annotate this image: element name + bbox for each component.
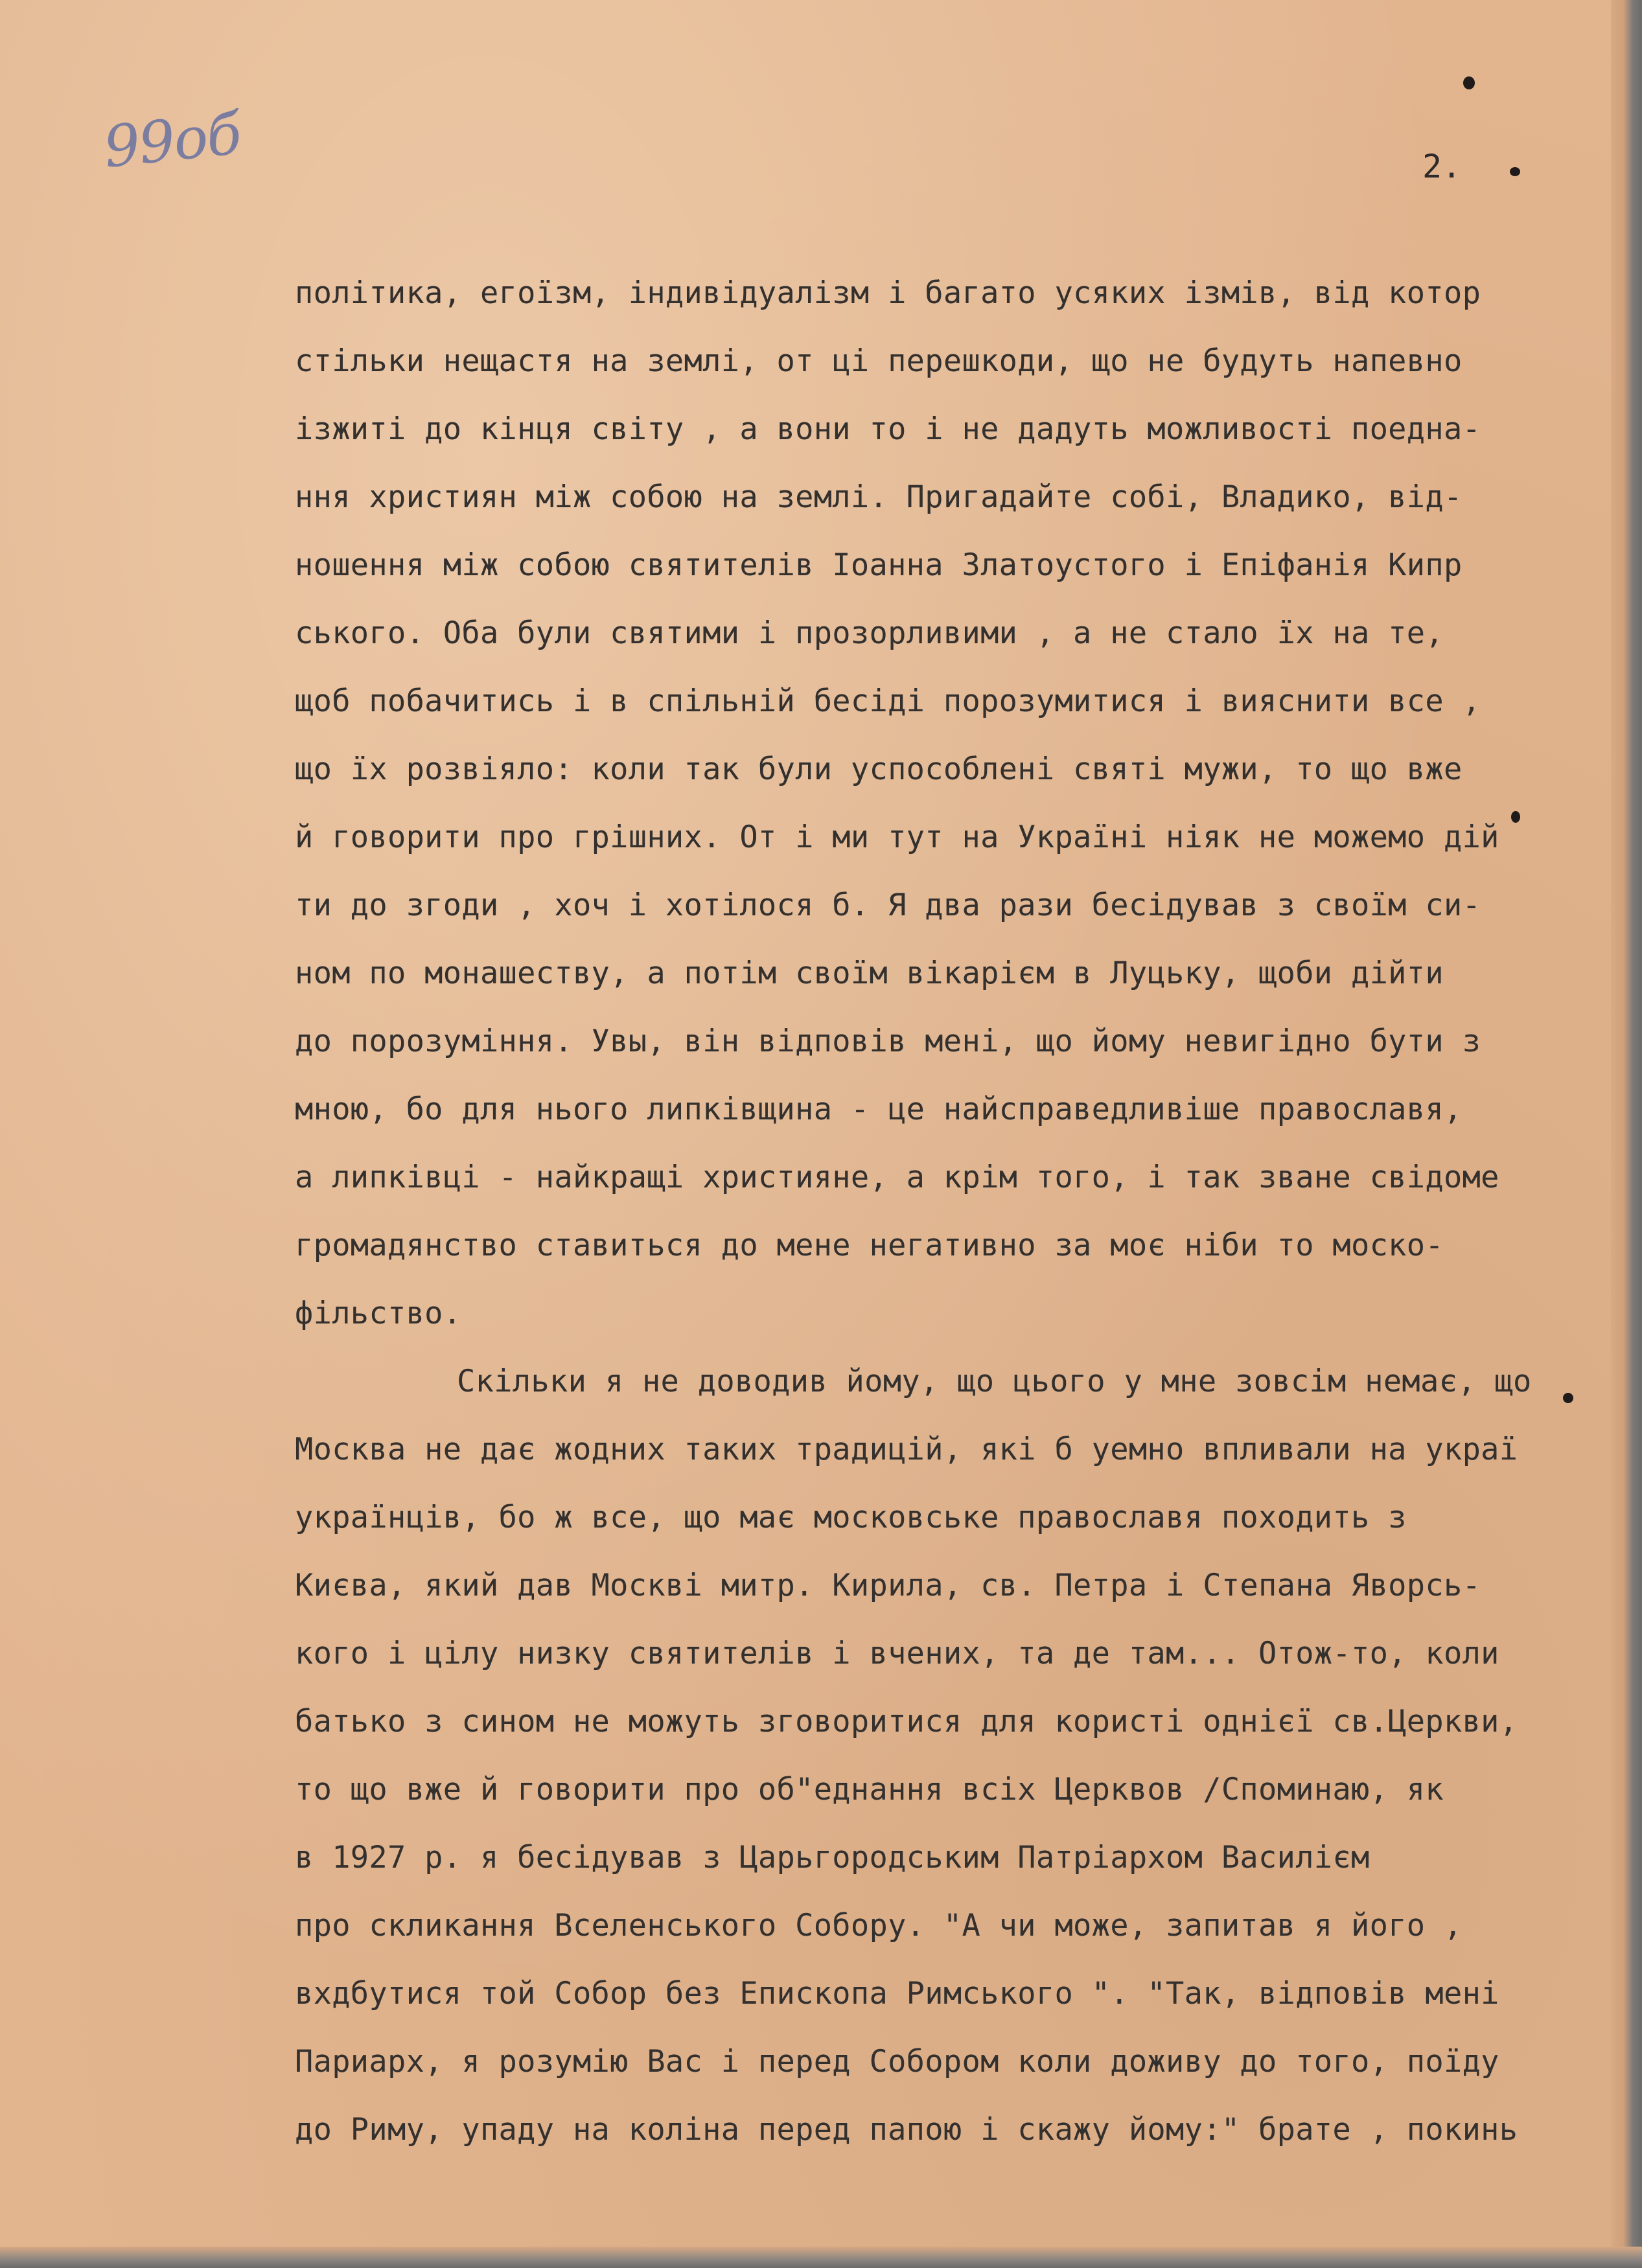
- text-line: громадянство ставиться до мене негативно за моє ніби то моско-: [295, 1228, 1444, 1263]
- text-line: ти до згоди , хоч і хотілося б. Я два рази бесідував з своїм си-: [295, 888, 1481, 923]
- ink-blot: [1463, 76, 1475, 89]
- text-line: вхдбутися той Собор без Епископа Римського ". "Так, відповів мені: [295, 1976, 1499, 2011]
- archive-folio-number: 99об: [100, 100, 244, 181]
- page-right-edge: [1611, 0, 1642, 2268]
- page-bottom-edge: [0, 2247, 1642, 2268]
- text-line: стільки нещастя на землі, от ці перешкоди, що не будуть напевно: [295, 343, 1463, 379]
- text-line: а липківці - найкращі християне, а крім того, і так зване свідоме: [295, 1160, 1499, 1195]
- text-line: ння християн між собою на землі. Пригадайте собі, Владико, від-: [295, 479, 1463, 515]
- text-line: ношення між собою святителів Іоанна Златоустого і Епіфанія Кипр: [295, 547, 1463, 583]
- text-line: фільство.: [295, 1296, 462, 1331]
- text-line: до порозуміння. Увы, він відповів мені, що йому невигідно бути з: [295, 1024, 1481, 1059]
- text-line: ізжиті до кінця світу , а вони то і не дадуть можливості поедна-: [295, 411, 1481, 447]
- ink-blot: [1510, 167, 1520, 176]
- text-line: в 1927 р. я бесідував з Царьгородським Патріархом Василієм: [295, 1840, 1370, 1875]
- text-line: Скільки я не доводив йому, що цього у мне зовсім немає, що: [457, 1364, 1532, 1399]
- text-line: Москва не дає жодних таких традицій, які б уемно впливали на украї: [295, 1432, 1518, 1467]
- text-line: про скликання Вселенського Собору. "А чи може, запитав я його ,: [295, 1908, 1463, 1943]
- text-line: що їх розвіяло: коли так були успособлені святі мужи, то що вже: [295, 751, 1463, 787]
- text-line: Києва, який дав Москві митр. Кирила, св. Петра і Степана Яворсь-: [295, 1568, 1481, 1603]
- text-line: ном по монашеству, а потім своїм вікарієм в Луцьку, щоби дійти: [295, 956, 1444, 991]
- text-line: Париарх, я розумію Вас і перед Собором коли доживу до того, поїду: [295, 2044, 1499, 2079]
- text-line: українців, бо ж все, що має московське православя походить з: [295, 1500, 1407, 1535]
- text-line: політика, егоїзм, індивідуалізм і багато усяких ізмів, від котор: [295, 275, 1481, 311]
- text-line: то що вже й говорити про об"еднання всіх Церквов /Споминаю, як: [295, 1772, 1444, 1807]
- text-line: кого і цілу низку святителів і вчених, та де там... Отож-то, коли: [295, 1636, 1499, 1671]
- text-line: щоб побачитись і в спільній бесіді порозумитися і вияснити все ,: [295, 683, 1481, 719]
- text-line: батько з сином не можуть зговоритися для користі однієї св.Церкви,: [295, 1704, 1518, 1739]
- text-line: до Риму, упаду на коліна перед папою і скажу йому:" брате , покинь: [295, 2112, 1518, 2148]
- typed-text-body: [295, 259, 1610, 2164]
- text-line: й говорити про грішних. От і ми тут на Україні ніяк не можемо дій: [295, 819, 1499, 855]
- text-line: ського. Оба були святими і прозорливими , а не стало їх на те,: [295, 615, 1444, 651]
- page-number: 2.: [1422, 148, 1462, 185]
- text-line: мною, бо для нього липківщина - це найсправедливіше православя,: [295, 1092, 1463, 1127]
